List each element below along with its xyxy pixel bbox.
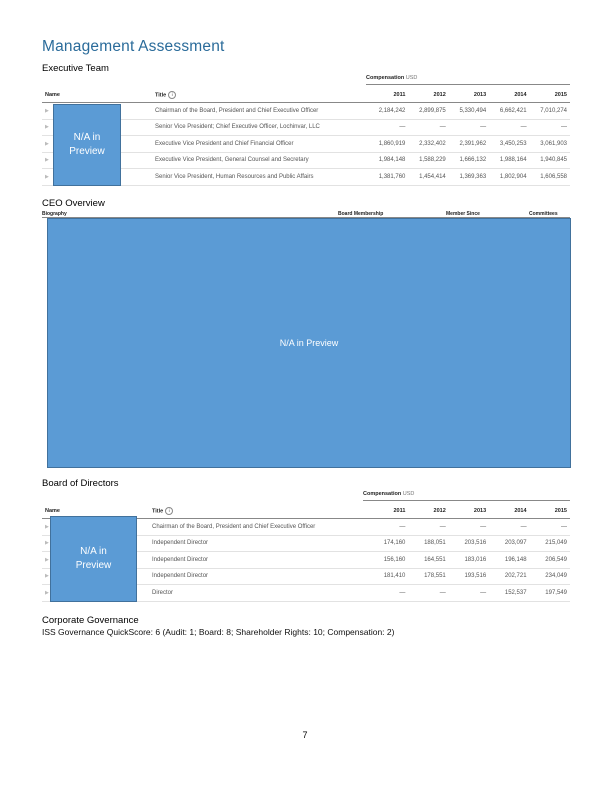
exec-col-year: 2011 xyxy=(368,88,408,103)
exec-title-cell: Executive Vice President and Chief Financial Officer xyxy=(152,136,368,153)
expand-arrow-icon[interactable]: ▶ xyxy=(42,568,149,585)
ceo-col-biography: Biography xyxy=(42,211,67,217)
info-icon[interactable]: i xyxy=(165,507,173,515)
page-title: Management Assessment xyxy=(42,38,225,55)
value-cell: 202,721 xyxy=(489,568,529,585)
value-cell: 203,516 xyxy=(449,535,489,552)
board-compensation-text: Compensation xyxy=(363,491,402,497)
exec-col-title-text: Title xyxy=(155,92,167,99)
exec-col-name: Name xyxy=(42,88,152,103)
value-cell: 1,369,363 xyxy=(449,169,489,186)
board-col-title xyxy=(149,504,368,519)
ceo-col-committees: Committees xyxy=(529,211,558,217)
exec-compensation-rule xyxy=(366,84,570,85)
value-cell: — xyxy=(449,585,489,602)
value-cell: — xyxy=(489,519,529,536)
value-cell: — xyxy=(489,119,529,136)
value-cell: 183,016 xyxy=(449,552,489,569)
value-cell: 3,061,903 xyxy=(530,136,570,153)
expand-arrow-icon[interactable]: ▶ xyxy=(42,585,149,602)
value-cell: 164,551 xyxy=(408,552,448,569)
board-currency: USD xyxy=(402,491,415,497)
board-col-name: Name xyxy=(42,504,149,519)
value-cell: 5,330,494 xyxy=(449,103,489,120)
value-cell: — xyxy=(449,119,489,136)
value-cell: — xyxy=(530,519,570,536)
exec-col-year: 2012 xyxy=(408,88,448,103)
board-title-cell: Chairman of the Board, President and Chief Executive Officer xyxy=(149,519,368,536)
board-title-cell: Independent Director xyxy=(149,535,368,552)
expand-arrow-icon[interactable]: ▶ xyxy=(42,535,149,552)
value-cell: — xyxy=(408,519,448,536)
board-col-title-text: Title xyxy=(152,508,164,515)
value-cell: — xyxy=(449,519,489,536)
value-cell: — xyxy=(368,585,408,602)
board-col-year: 2014 xyxy=(489,504,529,519)
expand-arrow-icon[interactable]: ▶ xyxy=(42,136,152,153)
ceo-overview-heading: CEO Overview xyxy=(42,198,105,209)
value-cell: 197,549 xyxy=(530,585,570,602)
board-col-year: 2012 xyxy=(408,504,448,519)
value-cell: 1,606,558 xyxy=(530,169,570,186)
expand-arrow-icon[interactable]: ▶ xyxy=(42,103,152,120)
value-cell: — xyxy=(408,119,448,136)
expand-arrow-icon[interactable]: ▶ xyxy=(42,119,152,136)
value-cell: — xyxy=(530,119,570,136)
value-cell: 206,549 xyxy=(530,552,570,569)
value-cell: 196,148 xyxy=(489,552,529,569)
value-cell: 6,662,421 xyxy=(489,103,529,120)
exec-placeholder-text: N/A in Preview xyxy=(69,132,105,157)
board-col-year: 2015 xyxy=(530,504,570,519)
board-title-cell: Director xyxy=(149,585,368,602)
value-cell: 2,391,962 xyxy=(449,136,489,153)
expand-arrow-icon[interactable]: ▶ xyxy=(42,152,152,169)
executive-team-heading: Executive Team xyxy=(42,63,109,74)
ceo-col-board-membership: Board Membership xyxy=(338,211,384,217)
exec-col-title xyxy=(152,88,368,103)
exec-currency: USD xyxy=(405,75,418,81)
value-cell: 2,899,875 xyxy=(408,103,448,120)
table-row xyxy=(42,103,570,120)
expand-arrow-icon[interactable]: ▶ xyxy=(42,519,149,536)
board-of-directors-heading: Board of Directors xyxy=(42,478,119,489)
exec-header-row xyxy=(42,88,570,103)
value-cell: 178,551 xyxy=(408,568,448,585)
value-cell: 234,049 xyxy=(530,568,570,585)
value-cell: 152,537 xyxy=(489,585,529,602)
exec-col-year: 2013 xyxy=(449,88,489,103)
expand-arrow-icon[interactable]: ▶ xyxy=(42,169,152,186)
board-title-cell: Independent Director xyxy=(149,552,368,569)
table-row xyxy=(42,119,570,136)
value-cell: 156,160 xyxy=(368,552,408,569)
corporate-governance-heading: Corporate Governance xyxy=(42,615,139,626)
board-col-year: 2011 xyxy=(368,504,408,519)
board-names-placeholder xyxy=(50,516,137,602)
value-cell: 1,940,845 xyxy=(530,152,570,169)
exec-compensation-text: Compensation xyxy=(366,75,405,81)
exec-col-year: 2015 xyxy=(530,88,570,103)
value-cell: — xyxy=(368,119,408,136)
board-col-year: 2013 xyxy=(449,504,489,519)
exec-title-cell: Chairman of the Board, President and Chief Executive Officer xyxy=(152,103,368,120)
ceo-col-member-since: Member Since xyxy=(446,211,480,217)
value-cell: 2,184,242 xyxy=(368,103,408,120)
value-cell: 188,051 xyxy=(408,535,448,552)
value-cell: 1,988,164 xyxy=(489,152,529,169)
table-row xyxy=(42,169,570,186)
value-cell: 1,984,148 xyxy=(368,152,408,169)
value-cell: 1,666,132 xyxy=(449,152,489,169)
info-icon[interactable]: i xyxy=(168,91,176,99)
value-cell: 215,049 xyxy=(530,535,570,552)
value-cell: 181,410 xyxy=(368,568,408,585)
expand-arrow-icon[interactable]: ▶ xyxy=(42,552,149,569)
table-row xyxy=(42,152,570,169)
value-cell: 1,454,414 xyxy=(408,169,448,186)
value-cell: 203,097 xyxy=(489,535,529,552)
exec-title-cell: Executive Vice President, General Counsel and Secretary xyxy=(152,152,368,169)
board-title-cell: Independent Director xyxy=(149,568,368,585)
exec-compensation-label xyxy=(366,75,417,81)
value-cell: 1,381,760 xyxy=(368,169,408,186)
value-cell: 1,802,904 xyxy=(489,169,529,186)
board-compensation-label xyxy=(363,491,414,497)
exec-title-cell: Senior Vice President, Human Resources and Public Affairs xyxy=(152,169,368,186)
table-row xyxy=(42,136,570,153)
exec-names-placeholder xyxy=(53,104,121,186)
board-placeholder-text: N/A in Preview xyxy=(75,546,112,571)
value-cell: 1,588,229 xyxy=(408,152,448,169)
value-cell: — xyxy=(368,519,408,536)
executive-team-table xyxy=(42,88,570,186)
exec-col-year: 2014 xyxy=(489,88,529,103)
ceo-placeholder-text: N/A in Preview xyxy=(279,338,339,348)
exec-title-cell: Senior Vice President; Chief Executive Officer, Lochinvar, LLC xyxy=(152,119,368,136)
value-cell: 7,010,274 xyxy=(530,103,570,120)
page-number: 7 xyxy=(302,730,308,740)
ceo-overview-placeholder xyxy=(47,218,571,468)
value-cell: 1,860,919 xyxy=(368,136,408,153)
value-cell: 2,332,402 xyxy=(408,136,448,153)
value-cell: — xyxy=(408,585,448,602)
value-cell: 193,516 xyxy=(449,568,489,585)
value-cell: 3,450,253 xyxy=(489,136,529,153)
value-cell: 174,160 xyxy=(368,535,408,552)
board-compensation-rule xyxy=(363,500,570,501)
governance-quickscore-text: ISS Governance QuickScore: 6 (Audit: 1; Board: 8; Shareholder Rights: 10; Compensation: 2) xyxy=(42,627,395,637)
